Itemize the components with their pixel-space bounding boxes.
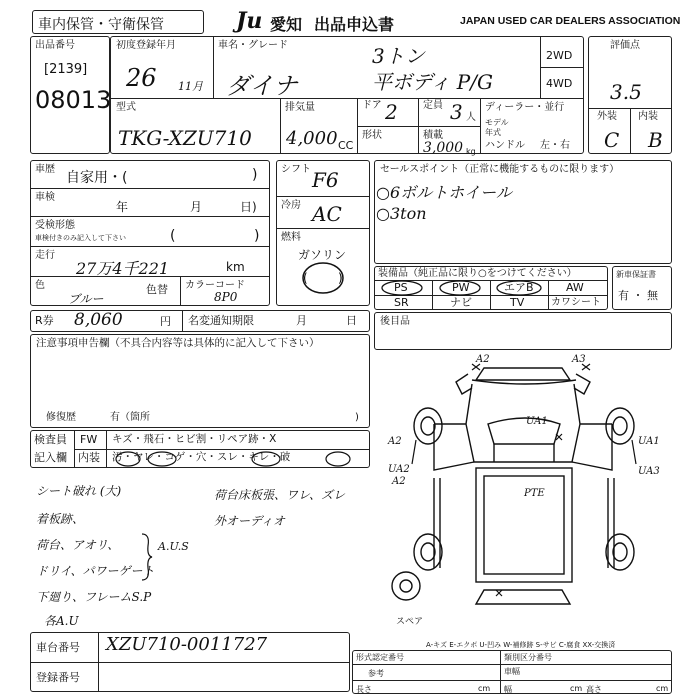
measure-row4: 車幅 — [504, 667, 520, 676]
equip-leather-seat: カワシート — [551, 297, 601, 308]
grade-line1: 3トン — [372, 44, 425, 68]
rear-items-label: 後目品 — [380, 316, 410, 327]
history-label: 車歴 — [35, 164, 55, 175]
shift-label: シフト — [281, 164, 311, 175]
history-value: 自家用・( — [66, 170, 128, 186]
truck-damage-diagram — [376, 354, 672, 624]
note-left-3: 荷台、アオリ、 — [36, 538, 120, 552]
rear-items-block — [374, 312, 672, 350]
inspection-label: 車検 — [35, 192, 55, 203]
color-label: 色 — [35, 280, 45, 291]
measure-width: 幅 — [504, 685, 512, 694]
mark-ua3-right: UA3 — [638, 466, 660, 477]
document-title: 出品申込書 — [314, 15, 395, 34]
measure-row2: 類別区分番号 — [504, 653, 552, 662]
doors-label: ドア — [362, 100, 382, 111]
english-title: JAPAN USED CAR DEALERS ASSOCIATION — [460, 15, 681, 27]
displacement-value: 4,000 — [286, 128, 338, 149]
note-left-1: シート破れ (大) — [36, 484, 122, 498]
equip-ps: PS — [394, 281, 408, 294]
inspection-form-sub: 車検付きのみ記入して下さい — [35, 234, 126, 242]
note-left-5: 下廻り、フレームS.P — [36, 590, 152, 604]
equip-tv: TV — [510, 296, 525, 309]
warranty-label: 新車保証書 — [616, 270, 656, 279]
svg-text:(: ( — [303, 271, 308, 285]
aircon-label: 冷房 — [281, 200, 301, 211]
measure-row1: 形式認定番号 — [356, 653, 404, 662]
recycle-label: R券 — [35, 314, 54, 327]
model-year-label-1: モデル — [485, 118, 509, 127]
lot-label: 出品番号 — [35, 40, 75, 51]
damage-legend: A-キズ E-エクボ U-凹み W-補修跡 S-サビ C-腐食 XX-交換済 — [426, 641, 616, 649]
mark-a2-rear: A2 — [392, 476, 406, 487]
svg-text:): ) — [338, 271, 343, 285]
grade-line2: 平ボディ P/G — [372, 70, 493, 94]
equip-sr: SR — [394, 296, 409, 309]
color-code-label: カラーコード — [185, 280, 245, 291]
registration-number-label: 登録番号 — [36, 671, 80, 684]
sales-point-2: ○3ton — [376, 204, 427, 223]
interior-label: 内装 — [638, 111, 658, 122]
model-label: 型式 — [116, 102, 136, 113]
registration-month: 11月 — [178, 80, 203, 93]
mark-a3-front: A3 — [572, 354, 586, 365]
note-left-2: 着板跡、 — [36, 512, 85, 526]
transfer-month: 月 — [296, 314, 307, 327]
load-value: 3,000 — [423, 140, 464, 156]
note-left-6: 各A.U — [44, 614, 79, 628]
mark-pte-bed: PTE — [524, 488, 545, 499]
fuel-circle-mark — [300, 260, 346, 296]
car-name: ダイナ — [226, 72, 298, 100]
equip-aw: AW — [566, 281, 584, 294]
mileage-unit: km — [226, 260, 245, 274]
registration-label: 初度登録年月 — [116, 40, 176, 51]
equip-airbag: エアB — [504, 281, 534, 294]
inspector-label-1: 検査員 — [34, 433, 67, 446]
mark-ua2-left: UA2 — [388, 464, 410, 475]
measure-unit-3: cm — [656, 684, 669, 693]
mark-a2-left: A2 — [388, 436, 402, 447]
capacity-unit: 人 — [466, 112, 476, 123]
interior-grade: B — [648, 128, 663, 152]
dealer-label: ディーラー・並行 — [485, 102, 565, 113]
lot-bracket: [2139] — [44, 62, 88, 77]
note-right-2: 外オーディオ — [214, 514, 286, 528]
chassis-value: XZU710-0011727 — [106, 634, 268, 655]
exterior-label: 外装 — [597, 111, 617, 122]
history-close: ) — [252, 167, 258, 183]
equipment-label: 装備品（純正品に限り○をつけてください） — [378, 268, 577, 279]
org-name: 愛知 — [270, 15, 303, 34]
notes-label: 注意事項申告欄（不具合内容等は具体的に記入して下さい） — [36, 337, 320, 349]
color-value: ブルー — [68, 292, 104, 306]
inspection-year: 年 — [116, 200, 129, 214]
repair-history-value: 有（箇所 — [110, 412, 150, 423]
storage-tag-text: 車内保管・守衛保管 — [38, 17, 164, 33]
measure-unit-1: cm — [478, 684, 491, 693]
interior-items-label: 内装 — [78, 451, 100, 464]
ju-logo: Ju — [236, 8, 263, 34]
warranty-options: 有 ・ 無 — [618, 289, 658, 302]
notes-brace — [140, 532, 154, 582]
inspection-form-close: ) — [254, 228, 260, 244]
mileage-value: 27万4千221 — [76, 259, 170, 278]
note-bracket: A.U.S — [158, 540, 189, 553]
doors-value: 2 — [385, 100, 398, 124]
measure-unit-2: cm — [570, 684, 583, 693]
interior-items: 汚・ヤレ・コゲ・穴・スレ・キレ・破 — [112, 451, 291, 463]
mileage-label: 走行 — [35, 250, 55, 261]
chassis-label: 車台番号 — [36, 641, 80, 654]
sales-point-1: ○6ボルトホイール — [376, 183, 512, 202]
sales-points-label: セールスポイント（正常に機能するものに限ります） — [380, 164, 620, 175]
spare-label: スペア — [396, 617, 424, 627]
repair-history-close: ) — [355, 412, 359, 423]
note-left-4: ドリイ、パワーゲート — [36, 564, 155, 578]
registration-year: 26 — [126, 64, 157, 92]
mark-ua1-cab: UA1 — [526, 416, 548, 427]
drive-2wd: 2WD — [546, 49, 573, 62]
drive-4wd: 4WD — [546, 77, 573, 90]
transfer-label: 名変通知期限 — [188, 314, 254, 327]
inspection-day: 日) — [240, 200, 257, 214]
handle-label: ハンドル — [485, 140, 525, 151]
model-value: TKG-XZU710 — [118, 126, 252, 150]
equipment-circle-marks — [374, 280, 608, 296]
load-unit: kg — [466, 147, 476, 156]
lot-number: 08013 — [35, 86, 112, 114]
mark-a2-front: A2 — [476, 354, 490, 365]
capacity-label: 定員 — [423, 100, 443, 111]
equip-navi: ナビ — [450, 296, 472, 309]
inspection-month: 月 — [190, 200, 203, 214]
inspector-circle-marks — [106, 449, 370, 468]
fuel-label: 燃料 — [281, 232, 301, 243]
model-year-label-2: 年式 — [485, 128, 501, 137]
exterior-grade: C — [604, 128, 620, 152]
equip-pw: PW — [452, 281, 470, 294]
load-label: 積載 — [423, 130, 443, 141]
mark-ua1-right: UA1 — [638, 436, 660, 447]
handle-options: 左・右 — [540, 140, 570, 151]
fuel-value: ガソリン — [298, 248, 347, 262]
inspection-form-open: ( — [170, 228, 176, 244]
measure-height: 高さ — [586, 685, 602, 694]
aircon-value: AC — [312, 202, 342, 226]
inspector-label-2: 記入欄 — [34, 451, 67, 464]
grade-label: 評価点 — [610, 40, 640, 51]
transfer-day: 日 — [346, 314, 357, 327]
note-right-1: 荷台床板張、ワレ、ズレ — [214, 488, 346, 502]
color-code: 8P0 — [214, 290, 238, 304]
color-change-label: 色替 — [146, 283, 168, 296]
grade-score: 3.5 — [610, 80, 642, 104]
recycle-value: 8,060 — [74, 310, 123, 330]
inspection-form-label: 受検形態 — [35, 220, 75, 231]
shape-label: 形状 — [362, 130, 382, 141]
fw-items: キズ・飛石・ヒビ割・リペア跡・X — [112, 433, 277, 445]
fw-label: FW — [80, 433, 98, 446]
displacement-label: 排気量 — [285, 102, 315, 113]
recycle-unit: 円 — [160, 315, 171, 328]
measure-row3: 参考 — [368, 669, 384, 678]
displacement-unit: CC — [338, 139, 354, 152]
shift-value: F6 — [312, 168, 339, 192]
measure-length: 長さ — [356, 685, 372, 694]
repair-history-label: 修復歴 — [46, 412, 76, 423]
capacity-value: 3 — [450, 100, 463, 124]
car-name-label: 車名・グレード — [218, 40, 288, 51]
